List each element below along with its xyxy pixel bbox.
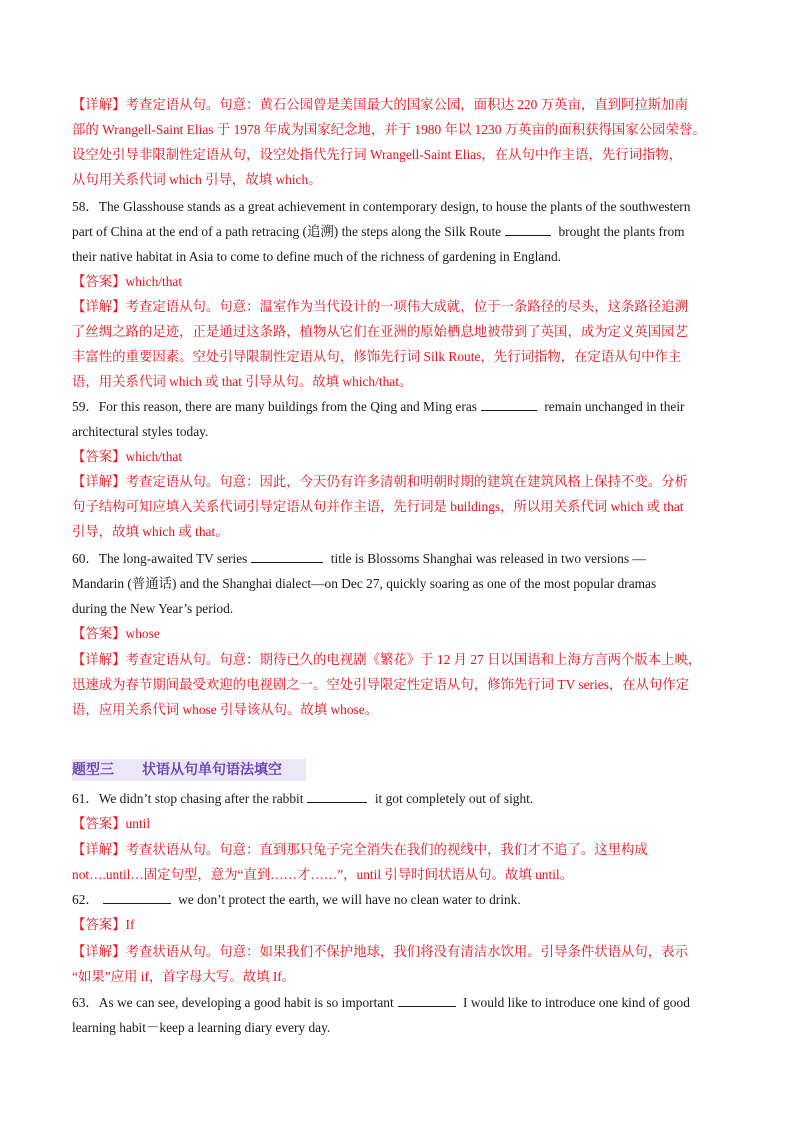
- text-line: [72, 397, 685, 417]
- text-line: [72, 247, 561, 267]
- answer-blank: [103, 890, 171, 904]
- explanation-text: 部的 Wrangell-Saint Elias 于 1978 年成为国家纪念地，并于 1980 年以 1230 万英亩的面积获得国家公园荣誉。: [72, 122, 706, 137]
- text-line: [72, 95, 688, 115]
- question-text: learning habit－keep a learning diary every day.: [72, 1020, 331, 1035]
- text-line: [72, 915, 134, 935]
- text-line: [72, 422, 208, 442]
- text-line: [72, 222, 685, 242]
- answer-blank: [307, 789, 367, 803]
- explanation-text: 【答案】If: [72, 917, 135, 932]
- question-text: 60．The long-awaited TV series: [72, 551, 248, 566]
- question-text: Mandarin (普通话) and the Shanghai dialect—on Dec 27, quickly soaring as one of the most popular dramas: [72, 576, 657, 591]
- section-heading: [72, 759, 306, 781]
- text-line: [72, 789, 533, 809]
- text-line: [72, 170, 322, 190]
- question-text: architectural styles today.: [72, 424, 209, 439]
- section-heading-label: 题型三: [72, 762, 114, 778]
- text-line: [72, 890, 521, 910]
- text-line: [72, 574, 656, 594]
- text-line: [72, 967, 295, 987]
- section-heading-title: 状语从句单句语法填空: [142, 762, 282, 778]
- question-text: I would like to introduce one kind of good: [459, 995, 690, 1010]
- text-line: [72, 700, 378, 720]
- text-line: [72, 372, 412, 392]
- question-text: 58．The Glasshouse stands as a great achievement in contemporary design, to house the plants of the southwestern: [72, 199, 691, 214]
- text-line: [72, 865, 573, 885]
- text-line: [72, 497, 684, 517]
- explanation-text: 【详解】考查状语从句。句意：直到那只兔子完全消失在我们的视线中，我们才不追了。这里构成: [72, 842, 648, 857]
- question-text: it got completely out of sight.: [371, 791, 534, 806]
- question-text: during the New Year’s period.: [72, 601, 234, 616]
- text-line: [72, 522, 229, 542]
- text-line: [72, 599, 233, 619]
- text-line: [72, 297, 688, 317]
- explanation-text: 迅速成为春节期间最受欢迎的电视剧之一。空处引导限定性定语从句，修饰先行词 TV series，在从句作定: [72, 677, 690, 692]
- explanation-text: 句子结构可知应填入关系代词引导定语从句并作主语，先行词是 buildings，所以用关系代词 which 或 that: [72, 499, 684, 514]
- text-line: [72, 549, 646, 569]
- explanation-text: 【答案】until: [72, 816, 151, 831]
- text-line: [72, 272, 182, 292]
- text-line: [72, 322, 688, 342]
- text-line: [72, 675, 689, 695]
- explanation-text: 从句用关系代词 which 引导，故填 which。: [72, 172, 322, 187]
- explanation-text: 丰富性的重要因素。空处引导限制性定语从句，修饰先行词 Silk Route，先行词指物，在定语从句中作主: [72, 349, 682, 364]
- text-line: [72, 993, 690, 1013]
- answer-blank: [251, 549, 323, 563]
- text-line: [72, 120, 706, 140]
- explanation-text: 【答案】which/that: [72, 274, 183, 289]
- text-line: [72, 447, 182, 467]
- question-text: 62．: [72, 892, 99, 907]
- text-line: [72, 145, 682, 165]
- explanation-text: 了丝绸之路的足迹，正是通过这条路，植物从它们在亚洲的原始栖息地被带到了英国，成为定义英国园艺: [72, 324, 688, 339]
- text-line: [72, 197, 690, 217]
- explanation-text: 【详解】考查定语从句。句意：黄石公园曾是美国最大的国家公园，面积达 220 万英亩，直到阿拉斯加南: [72, 97, 688, 112]
- explanation-text: not….until…固定句型，意为“直到……才……”，until 引导时间状语从句。故填 until。: [72, 867, 574, 882]
- explanation-text: 【详解】考查定语从句。句意：温室作为当代设计的一项伟大成就，位于一条路径的尽头，这条路径追溯: [72, 299, 688, 314]
- explanation-text: 【答案】which/that: [72, 449, 183, 464]
- question-text: title is Blossoms Shanghai was released in two versions —: [327, 551, 646, 566]
- text-line: [72, 650, 701, 670]
- explanation-text: 【详解】考查定语从句。句意：期待已久的电视剧《繁花》于 12 月 27 日以国语和上海方言两个版本上映，: [72, 652, 702, 667]
- answer-blank: [398, 993, 456, 1007]
- text-line: [72, 472, 688, 492]
- answer-blank: [505, 222, 551, 236]
- text-line: [72, 624, 160, 644]
- explanation-text: 引导，故填 which 或 that。: [72, 524, 229, 539]
- question-text: 61．We didn’t stop chasing after the rabbit: [72, 791, 304, 806]
- question-text: part of China at the end of a path retracing (追溯) the steps along the Silk Route: [72, 224, 502, 239]
- question-text: we don’t protect the earth, we will have no clean water to drink.: [174, 892, 521, 907]
- explanation-text: 【详解】考查定语从句。句意：因此，今天仍有许多清朝和明朝时期的建筑在建筑风格上保持不变。分析: [72, 474, 688, 489]
- text-line: [72, 814, 150, 834]
- question-text: 59．For this reason, there are many buildings from the Qing and Ming eras: [72, 399, 477, 414]
- text-line: [72, 347, 681, 367]
- explanation-text: 【详解】考查状语从句。句意：如果我们不保护地球，我们将没有清洁水饮用。引导条件状语从句，表示: [72, 944, 688, 959]
- text-line: [72, 840, 648, 860]
- text-line: [72, 942, 688, 962]
- answer-blank: [481, 397, 537, 411]
- explanation-text: 语，用关系代词 which 或 that 引导从句。故填 which/that。: [72, 374, 413, 389]
- explanation-text: 语，应用关系代词 whose 引导该从句。故填 whose。: [72, 702, 379, 717]
- question-text: brought the plants from: [555, 224, 685, 239]
- question-text: their native habitat in Asia to come to define much of the richness of gardening in England.: [72, 249, 561, 264]
- question-text: remain unchanged in their: [540, 399, 685, 414]
- text-line: [72, 1018, 330, 1038]
- explanation-text: “如果”应用 if，首字母大写。故填 If。: [72, 969, 296, 984]
- question-text: 63．As we can see, developing a good habit is so important: [72, 995, 394, 1010]
- explanation-text: 【答案】whose: [72, 626, 160, 641]
- explanation-text: 设空处引导非限制性定语从句，设空处指代先行词 Wrangell-Saint Elias，在从句中作主语，先行词指物，: [72, 147, 683, 162]
